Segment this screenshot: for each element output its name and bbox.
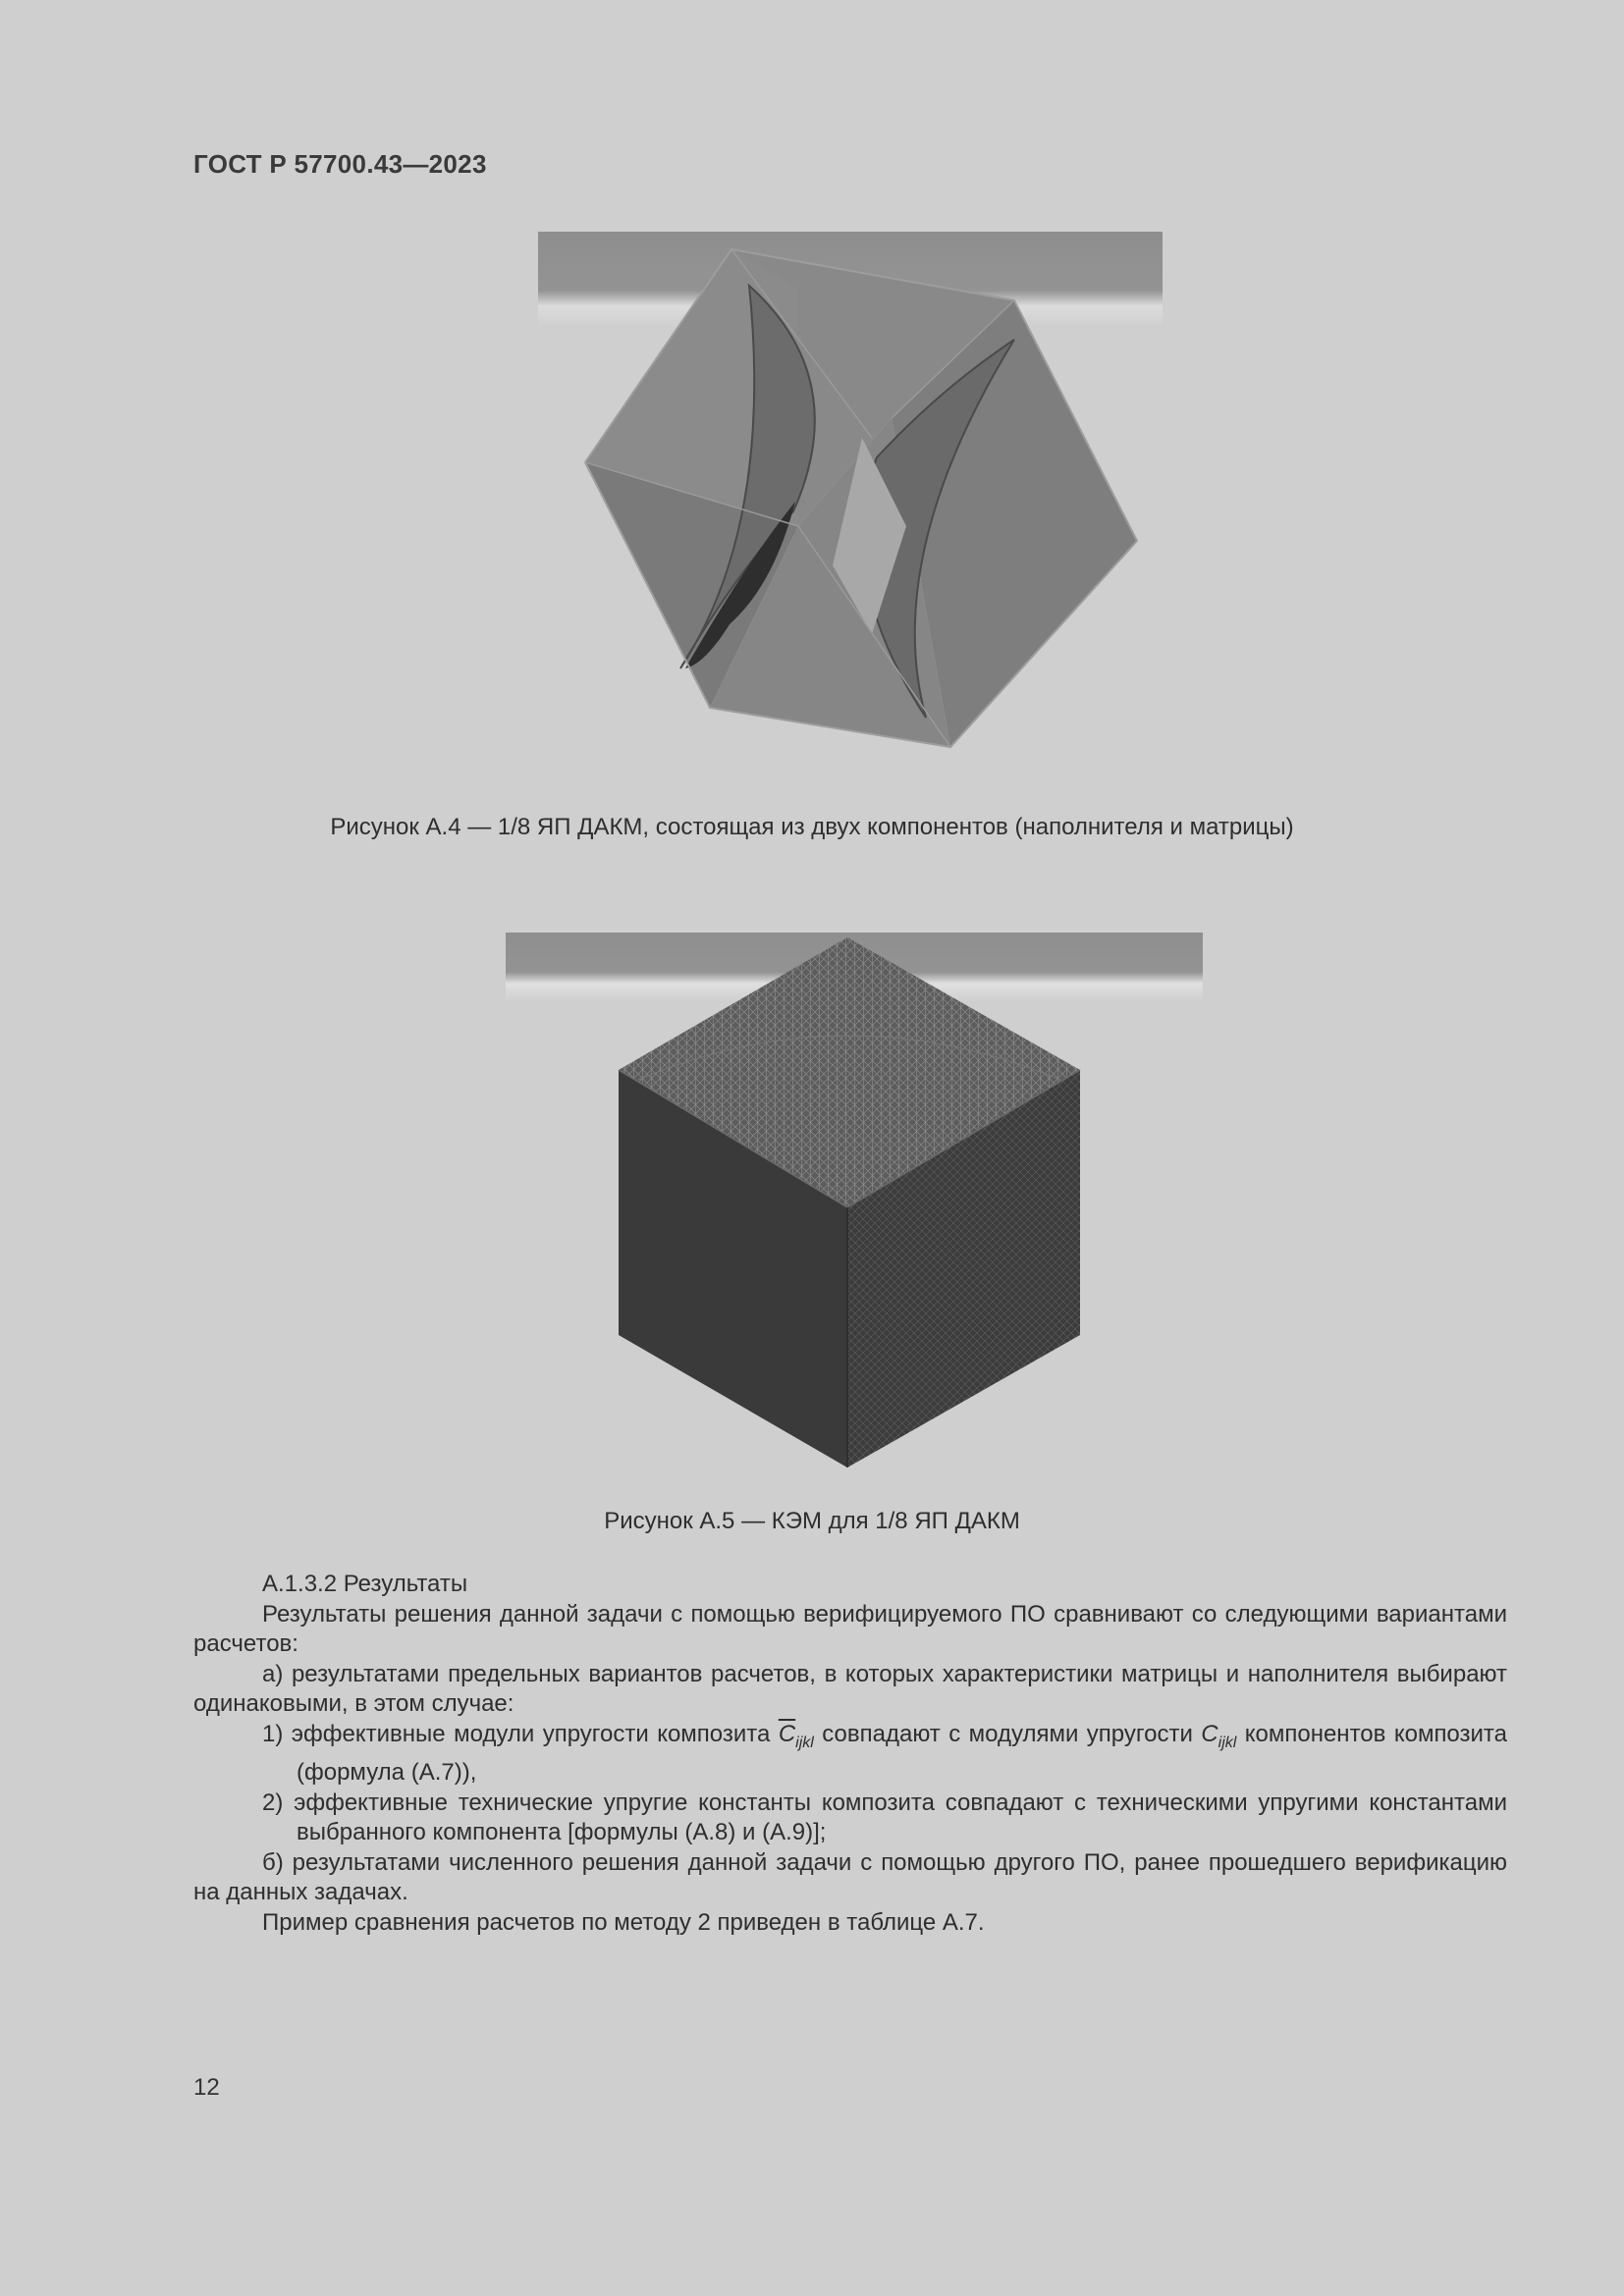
list-item-a1: 1) эффективные модули упругости композита $\overline{C}_{ijkl}$ совпадают с модулями упругости $C_{ijkl}$ компонентов композита (формула (А.7)), <box>262 1720 1507 1786</box>
list-item-a: а) результатами предельных вариантов расчетов, в которых характеристики матрицы и наполнителя выбирают одинаковыми, в этом случае: <box>193 1660 1507 1717</box>
paragraph-intro: Результаты решения данной задачи с помощью верифицируемого ПО сравнивают со следующими вариантами расчетов: <box>193 1600 1507 1657</box>
paragraph-example: Пример сравнения расчетов по методу 2 приведен в таблице А.7. <box>262 1908 985 1936</box>
figure-a4-caption: Рисунок А.4 — 1/8 ЯП ДАКМ, состоящая из двух компонентов (наполнителя и матрицы) <box>330 814 1294 840</box>
symbol-c-bar: $\overline{C}$ <box>778 1720 796 1747</box>
figure-a5-image <box>506 933 1203 1472</box>
list-item-b: б) результатами численного решения данной задачи с помощью другого ПО, ранее прошедшего верификацию на данных задачах. <box>193 1848 1507 1905</box>
figure-a4-image <box>538 232 1163 762</box>
document-header: ГОСТ Р 57700.43—2023 <box>193 149 487 179</box>
section-heading: А.1.3.2 Результаты <box>262 1571 468 1597</box>
symbol-c: C <box>1201 1720 1218 1747</box>
page-number: 12 <box>193 2074 220 2101</box>
figure-a5-caption: Рисунок А.5 — КЭМ для 1/8 ЯП ДАКМ <box>604 1508 1020 1534</box>
section-results <box>193 1570 1507 1938</box>
list-item-a2: 2) эффективные технические упругие константы композита совпадают с техническими упругими константами выбранного компонента [формулы (А.8) и (А.9)]; <box>262 1789 1507 1845</box>
